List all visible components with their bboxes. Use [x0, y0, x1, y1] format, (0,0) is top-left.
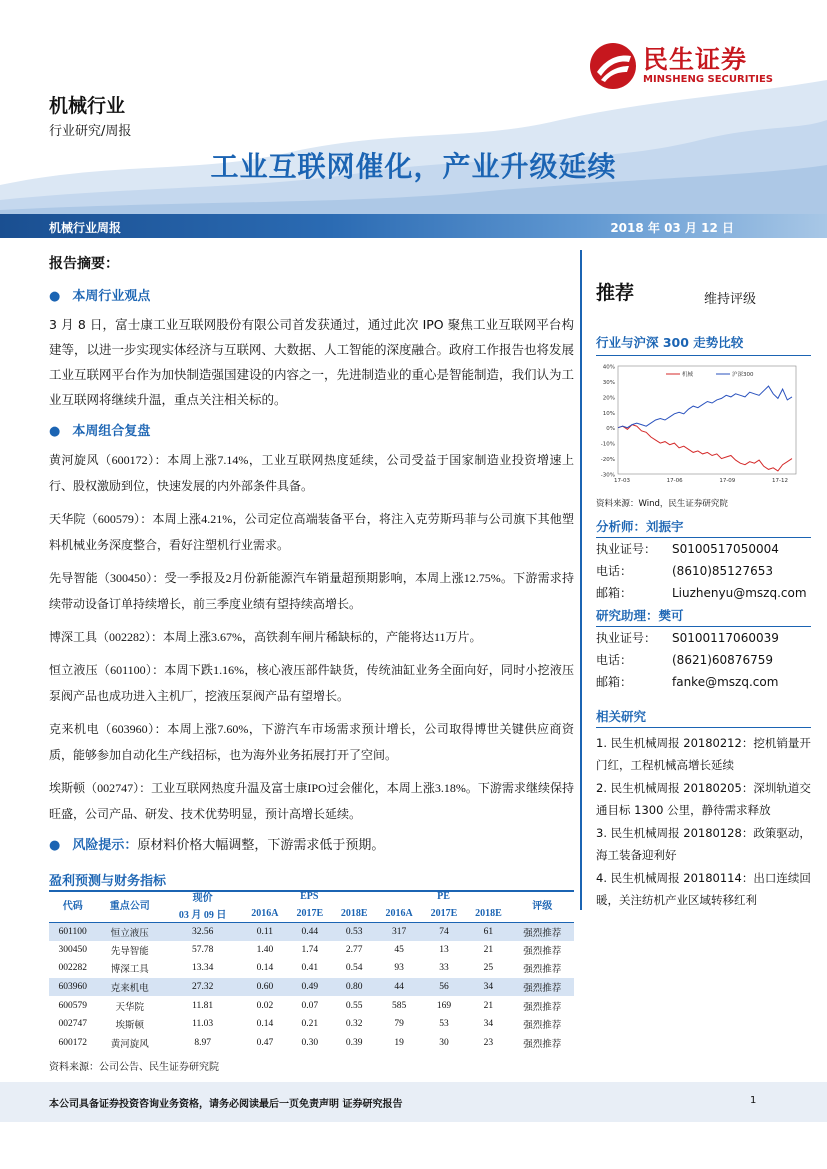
table-cell: 0.53 [332, 922, 376, 941]
table-row [49, 1015, 574, 1034]
col-eps: EPS [300, 891, 319, 902]
review-item: 天华院（600579）：本周上涨4.21%，公司定位高端装备平台，将注入克劳斯玛菲与公司旗下其他塑料机械业务深度整合，看好注塑机行业需求。 [49, 512, 574, 552]
table-cell: 强烈推荐 [523, 1021, 562, 1032]
table-cell: 600579 [58, 1000, 87, 1011]
review-item: 克来机电（603960）：本周上涨7.60%，下游汽车市场需求预计增长，公司取得博世关键供应商资质，能够参加自动化生产线招标，也为海外业务拓展打开了空间。 [49, 722, 574, 762]
rating-label: 维持评级 [704, 292, 757, 307]
table-cell: 57.78 [191, 944, 214, 955]
table-cell: 强烈推荐 [523, 1002, 562, 1013]
col-price: 现价 [192, 893, 213, 904]
logo-cn: 民生证券 [643, 45, 748, 74]
table-cell: 002282 [58, 963, 87, 974]
contact-row: 邮箱： fanke@mszq.com [596, 671, 811, 693]
review-item: 恒立液压（601100）：本周下跌1.16%，核心液压部件缺货，传统油缸业务全面向好，同时小挖液压泵阀产品也成功进入主机厂，挖液压泵阀产品有望增长。 [49, 663, 574, 703]
review-item: 黄河旋风（600172）：本周上涨7.14%，工业互联网热度延续，公司受益于国家制造业投资增速上行、股权激励到位，快速发展的内外部条件具备。 [49, 453, 574, 493]
table-cell: 169 [436, 1000, 452, 1011]
col-year: 2018E [340, 907, 368, 919]
x-tick-label: 17-06 [666, 478, 683, 484]
header-banner [0, 0, 827, 215]
y-tick-label: 0% [606, 426, 615, 433]
table-cell: 34 [466, 978, 510, 997]
col-company: 重点公司 [109, 901, 150, 913]
sidebar [596, 278, 811, 912]
report-type: 行业研究/周报 [49, 124, 132, 139]
col-year: 2016A [251, 907, 279, 919]
table-cell: 0.11 [242, 922, 287, 941]
col-pe: PE [437, 891, 450, 902]
table-cell: 601100 [49, 922, 96, 941]
col-year: 2018E [475, 907, 502, 919]
contact-row: 电话： (8610)85127653 [596, 564, 773, 578]
table-cell: 317 [376, 922, 421, 941]
abstract-column [49, 253, 574, 853]
table-row [49, 1034, 574, 1053]
bullet-icon: ● [49, 838, 61, 853]
x-tick-label: 17-09 [719, 478, 736, 484]
disclaimer: 本公司具备证券投资咨询业务资格，请务必阅读最后一页免责声明 证券研究报告 [49, 1099, 403, 1110]
col-year: 2016A [385, 907, 413, 919]
table-cell: 79 [394, 1019, 404, 1030]
bullet-icon: ● [49, 289, 61, 304]
table-cell: 0.39 [345, 1037, 363, 1048]
view-paragraph: 3 月 8 日，富士康工业互联网股份有限公司首发获通过，通过此次 IPO 聚焦工业互联网平台构建等，以进一步实现实体经济与互联网、大数据、人工智能的深度融合。政府工作报告也将发展工业互联网平台作为加快制造强国建设的内容之一，先进制造业的重心是智能制造，我们认为工业互联网将继续升温，重点关注相关标的。 [49, 317, 575, 407]
legend-label: 机械 [682, 372, 694, 378]
table-row [49, 941, 574, 960]
section-view-title: ● 本周行业观点 [49, 289, 151, 304]
company-logo [589, 40, 789, 100]
table-cell: 0.21 [301, 1019, 319, 1030]
y-tick-label: -10% [600, 441, 615, 448]
related-item[interactable]: 2. 民生机械周报 20180205：深圳轨道交通目标 1300 公里，静待需求释放 [596, 781, 811, 817]
y-tick-label: 20% [602, 395, 615, 402]
table-cell: 0.80 [332, 978, 376, 997]
analyst-title: 分析师：刘振宇 [596, 517, 811, 538]
table-cell: 强烈推荐 [523, 965, 562, 976]
table-cell: 0.54 [345, 963, 363, 974]
y-tick-label: 10% [602, 410, 615, 417]
table-cell: 强烈推荐 [511, 978, 574, 997]
email-link[interactable]: Liuzhenyu@mszq.com [672, 586, 807, 600]
recommendation: 推荐 [596, 282, 635, 304]
related-item[interactable]: 3. 民生机械周报 20180128：政策驱动，海工装备迎利好 [596, 826, 811, 862]
table-cell: 13.34 [191, 963, 214, 974]
table-cell: 0.44 [288, 922, 332, 941]
table-row [49, 978, 574, 997]
table-cell: 恒立液压 [96, 922, 163, 941]
table-cell: 0.60 [242, 978, 287, 997]
table-cell: 93 [394, 963, 404, 974]
table-cell: 先导智能 [110, 946, 149, 957]
y-tick-label: -20% [600, 457, 615, 464]
series-line-0 [618, 425, 792, 471]
section-review-title: ● 本周组合复盘 [49, 424, 151, 439]
industry-label: 机械行业 [49, 95, 126, 117]
col-rating: 评级 [532, 901, 553, 913]
table-cell: 强烈推荐 [523, 1039, 562, 1050]
table-cell: 强烈推荐 [511, 922, 574, 941]
table-cell: 11.81 [192, 1000, 214, 1011]
table-cell: 61 [466, 922, 510, 941]
contact-row: 邮箱： Liuzhenyu@mszq.com [596, 582, 811, 604]
series-line-1 [618, 386, 792, 428]
table-cell: 30 [439, 1037, 449, 1048]
legend-label: 沪深300 [732, 372, 754, 378]
table-source: 资料来源：公司公告、民生证券研究院 [49, 1062, 219, 1073]
trend-chart [596, 356, 811, 491]
report-date: 2018 年 03 月 12 日 [610, 221, 734, 235]
table-cell: 博深工具 [110, 965, 149, 976]
table-cell: 74 [422, 922, 466, 941]
contact-row: 执业证号： S0100117060039 [596, 631, 779, 645]
table-row [49, 996, 574, 1015]
table-cell: 603960 [49, 978, 96, 997]
table-cell: 克来机电 [96, 978, 163, 997]
chart-frame [618, 366, 796, 474]
table-cell: 11.03 [192, 1019, 214, 1030]
related-item[interactable]: 1. 民生机械周报 20180212：挖机销量开门红，工程机械高增长延续 [596, 736, 811, 772]
table-cell: 21 [483, 1000, 494, 1011]
page-number: 1 [750, 1095, 757, 1106]
contact-row: 执业证号： S0100517050004 [596, 542, 779, 556]
table-cell: 56 [422, 978, 466, 997]
col-year: 2017E [430, 907, 458, 919]
x-tick-label: 17-12 [772, 478, 788, 484]
table-cell: 32.56 [163, 922, 242, 941]
table-row [49, 922, 574, 941]
table-cell: 23 [483, 1037, 494, 1048]
table-cell: 600172 [58, 1037, 87, 1048]
chart-source: 资料来源：Wind，民生证券研究院 [596, 499, 728, 509]
table-cell: 21 [483, 944, 494, 955]
table-cell: 0.49 [288, 978, 332, 997]
col-year: 2017E [296, 907, 324, 919]
table-cell: 53 [439, 1019, 449, 1030]
weekly-label: 机械行业周报 [49, 221, 122, 235]
contact-row: 电话： (8621)60876759 [596, 653, 773, 667]
table-cell: 300450 [58, 944, 87, 955]
table-cell: 天华院 [115, 1002, 145, 1013]
y-tick-label: 30% [602, 379, 615, 386]
table-cell: 34 [483, 1019, 494, 1030]
table-title: 盈利预测与财务指标 [49, 870, 574, 892]
review-item: 博深工具（002282）：本周上涨3.67%，高铁刹车闸片稀缺标的，产能将达11万片。 [49, 630, 482, 644]
column-divider [580, 250, 582, 910]
table-cell: 27.32 [163, 978, 242, 997]
table-cell: 13 [439, 944, 449, 955]
abstract-title: 报告摘要： [49, 256, 119, 272]
table-cell: 25 [483, 963, 494, 974]
risk-note: ● 风险提示：原材料价格大幅调整，下游需求低于预期。 [49, 838, 385, 853]
assistant-title: 研究助理：樊可 [596, 606, 811, 627]
table-cell: 0.41 [301, 963, 319, 974]
table-cell: 埃斯顿 [115, 1021, 145, 1032]
table-cell: 0.07 [301, 1000, 319, 1011]
table-cell: 1.74 [301, 944, 319, 955]
table-cell: 0.47 [256, 1037, 274, 1048]
table-cell: 0.02 [256, 1000, 274, 1011]
review-item: 先导智能（300450）：受一季报及2月份新能源汽车销量超预期影响，本周上涨12.75%。下游需求持续带动设备订单持续增长，前三季度业绩有望持续高增长。 [49, 571, 574, 611]
table-cell: 8.97 [194, 1037, 211, 1048]
table-cell: 强烈推荐 [523, 946, 562, 957]
table-cell: 33 [439, 963, 449, 974]
table-cell: 44 [376, 978, 421, 997]
logo-en: MINSHENG SECURITIES [643, 74, 773, 85]
chart-title: 行业与沪深 300 走势比较 [596, 333, 811, 356]
table-cell: 002747 [58, 1019, 87, 1030]
table-cell: 0.14 [256, 963, 274, 974]
y-tick-label: -30% [600, 472, 615, 479]
report-title: 工业互联网催化，产业升级延续 [210, 150, 617, 183]
col-price-date: 03 月 09 日 [178, 909, 227, 921]
minsheng-logo-icon [589, 42, 637, 90]
table-cell: 0.14 [256, 1019, 274, 1030]
table-cell: 0.32 [345, 1019, 363, 1030]
review-item: 埃斯顿（002747）：工业互联网热度升温及富士康IPO过会催化，本周上涨3.18%。下游需求继续保持旺盛，公司产品、研发、技术优势明显，预计高增长延续。 [49, 781, 574, 821]
table-cell: 黄河旋风 [110, 1039, 149, 1050]
related-item[interactable]: 4. 民生机械周报 20180114：出口连续回暖，关注纺机产业区域转移红利 [596, 871, 811, 907]
table-cell: 45 [394, 944, 404, 955]
bullet-icon: ● [49, 424, 61, 439]
email-link[interactable]: fanke@mszq.com [672, 675, 779, 689]
x-tick-label: 17-03 [614, 478, 630, 484]
y-tick-label: 40% [602, 364, 615, 371]
related-title: 相关研究 [596, 707, 811, 728]
table-row [49, 959, 574, 978]
table-cell: 1.40 [256, 944, 274, 955]
col-code: 代码 [62, 901, 83, 913]
date-bar [0, 214, 827, 238]
footer [0, 1082, 827, 1122]
table-cell: 585 [391, 1000, 407, 1011]
table-cell: 0.55 [345, 1000, 363, 1011]
table-cell: 0.30 [301, 1037, 319, 1048]
table-cell: 19 [394, 1037, 404, 1048]
financial-table [49, 888, 574, 1052]
table-cell: 2.77 [345, 944, 363, 955]
